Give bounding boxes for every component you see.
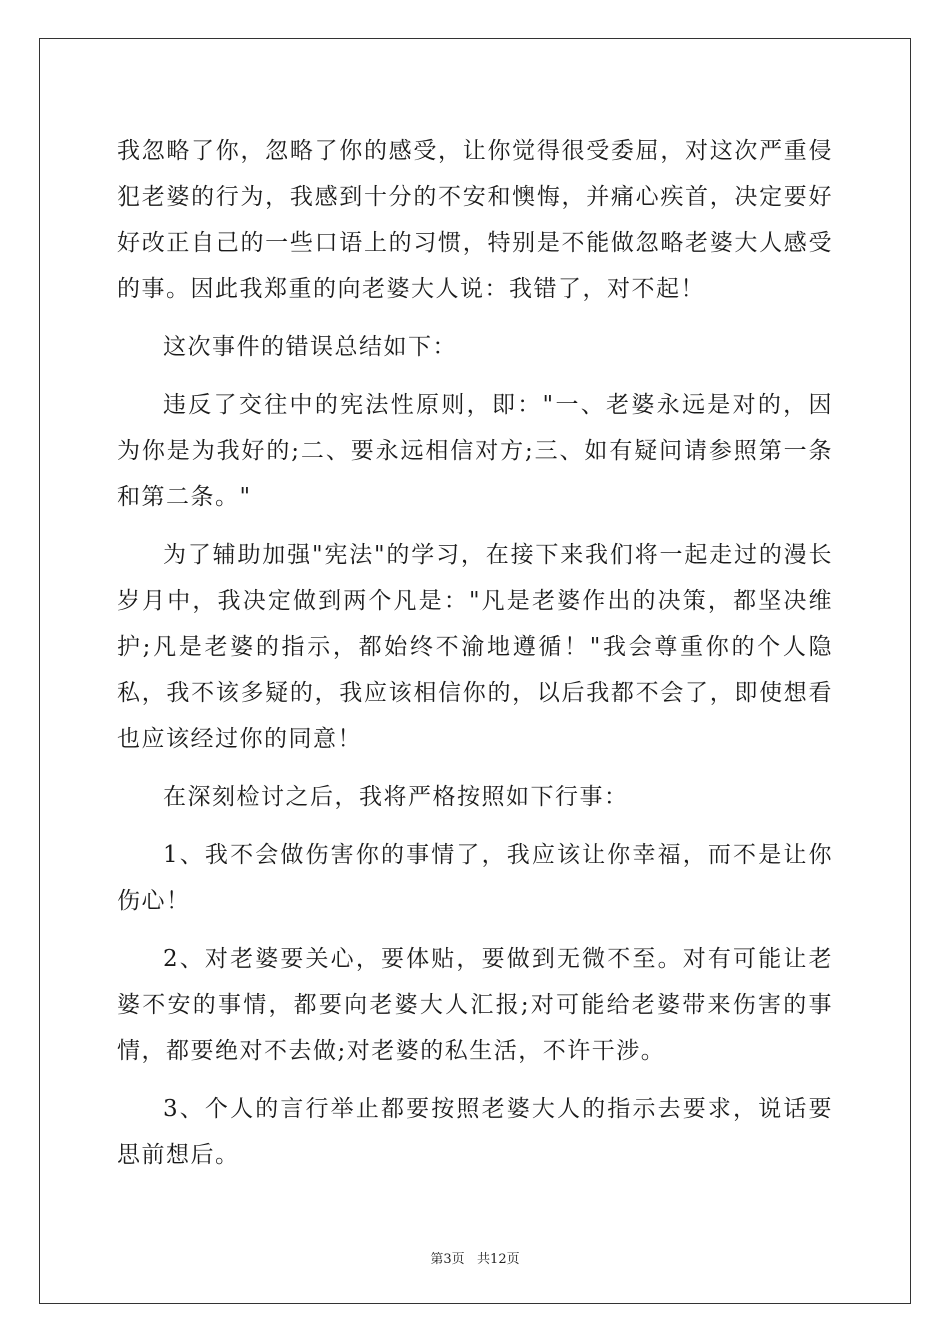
paragraph-1: 我忽略了你，忽略了你的感受，让你觉得很受委屈，对这次严重侵犯老婆的行为，我感到十分的不安和懊悔，并痛心疾首，决定要好好改正自己的一些口语上的习惯，特别是不能做忽略老婆大人感受的事。因此我郑重的向老婆大人说：我错了，对不起！ [117, 138, 833, 302]
paragraph-5: 在深刻检讨之后，我将严格按照如下行事： [163, 784, 629, 810]
document-body [117, 128, 833, 1190]
paragraph-6: 1、我不会做伤害你的事情了，我应该让你幸福，而不是让你伤心！ [117, 842, 833, 914]
page-number-label: 第3页 共12页 [430, 1252, 520, 1267]
paragraph-3: 违反了交往中的宪法性原则，即："一、老婆永远是对的，因为你是为我好的;二、要永远相信对方;三、如有疑问请参照第一条和第二条。" [117, 392, 833, 510]
page-footer [0, 1248, 950, 1267]
paragraph-4: 为了辅助加强"宪法"的学习，在接下来我们将一起走过的漫长岁月中，我决定做到两个凡是："凡是老婆作出的决策，都坚决维护;凡是老婆的指示，都始终不渝地遵循！"我会尊重你的个人隐私，我不该多疑的，我应该相信你的，以后我都不会了，即使想看也应该经过你的同意！ [117, 542, 833, 752]
paragraph-7: 2、对老婆要关心，要体贴，要做到无微不至。对有可能让老婆不安的事情，都要向老婆大人汇报;对可能给老婆带来伤害的事情，都要绝对不去做;对老婆的私生活，不许干涉。 [117, 946, 833, 1064]
paragraph-2: 这次事件的错误总结如下： [163, 334, 457, 360]
paragraph-8: 3、个人的言行举止都要按照老婆大人的指示去要求，说话要思前想后。 [117, 1096, 833, 1168]
